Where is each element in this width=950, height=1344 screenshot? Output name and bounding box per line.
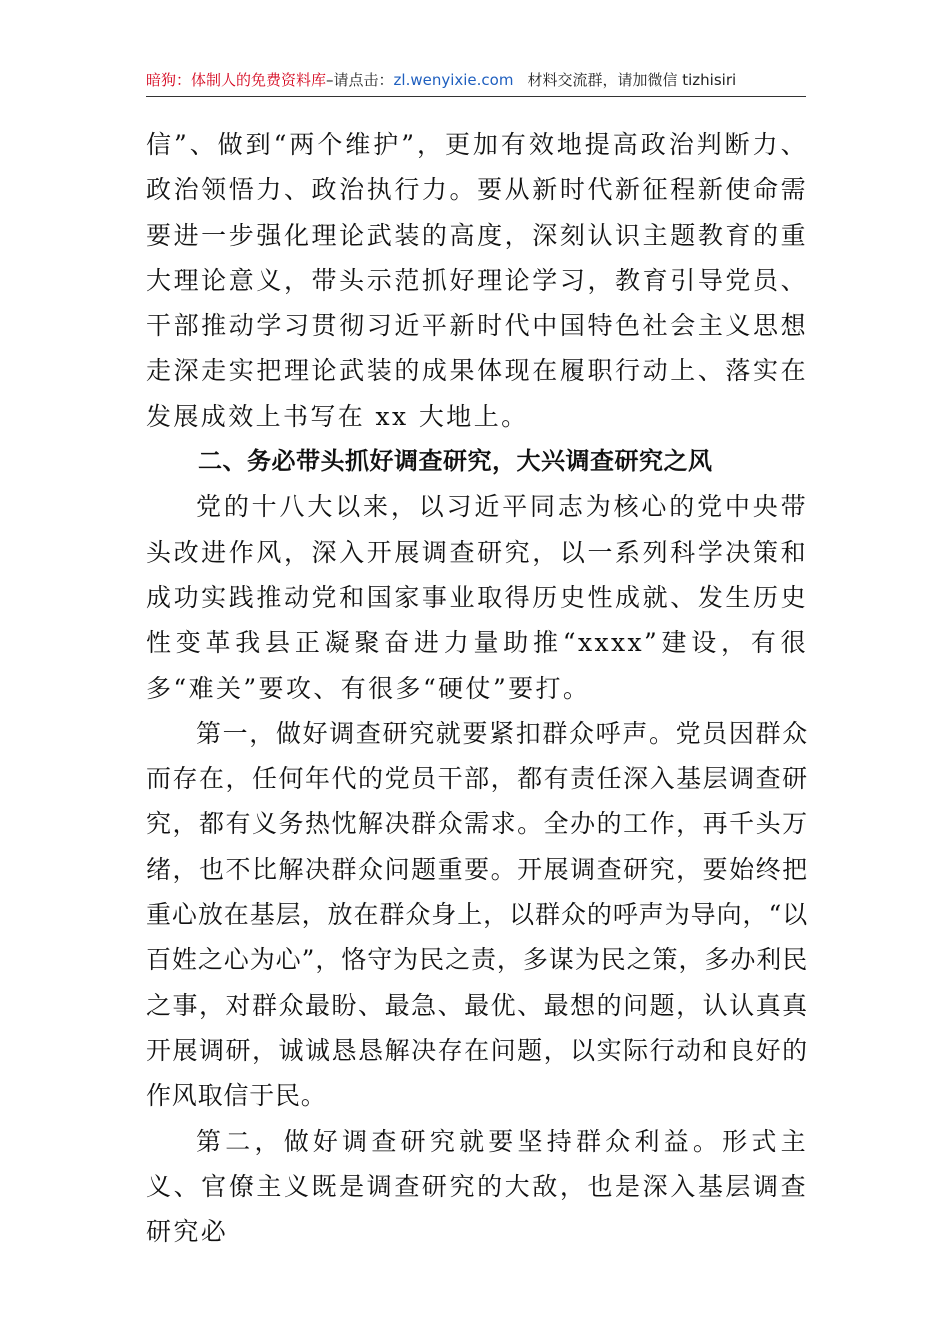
document-body: [146, 122, 808, 1254]
paragraph-2: 党的十八大以来，以习近平同志为核心的党中央带头改进作风，深入开展调查研究，以一系列科学决策和成功实践推动党和国家事业取得历史性成就、发生历史性变革我县正凝聚奋进力量助推“xxxx”建设，有很多“难关”要攻、有很多“硬仗”要打。: [146, 492, 808, 703]
header-url-link[interactable]: zl.wenyixie.com: [393, 71, 514, 89]
header-click-prompt: –请点击：: [326, 71, 394, 89]
page-header: [146, 68, 806, 97]
section-heading-2: 二、务必带头抓好调查研究，大兴调查研究之风: [198, 447, 713, 476]
paragraph-3: 第一，做好调查研究就要紧扣群众呼声。党员因群众而存在，任何年代的党员干部，都有责任深入基层调查研究，都有义务热忱解决群众需求。全办的工作，再千头万绪，也不比解决群众问题重要。开展调查研究，要始终把重心放在基层，放在群众身上，以群众的呼声为导向，“以百姓之心为心”，恪守为民之责，多谋为民之策，多办利民之事，对群众最盼、最急、最优、最想的问题，认认真真开展调研，诚诚恳恳解决存在问题，以实际行动和良好的作风取信于民。: [146, 718, 808, 1111]
header-wechat-note: 材料交流群，请加微信 tizhisiri: [527, 71, 737, 89]
paragraph-4: 第二，做好调查研究就要坚持群众利益。形式主义、官僚主义既是调查研究的大敌，也是深入基层调查研究必: [146, 1126, 808, 1247]
header-site-name: 暗狗：体制人的免费资料库: [146, 71, 327, 89]
paragraph-1: 信”、做到“两个维护”，更加有效地提高政治判断力、政治领悟力、政治执行力。要从新时代新征程新使命需要进一步强化理论武装的高度，深刻认识主题教育的重大理论意义，带头示范抓好理论学习，教育引导党员、干部推动学习贯彻习近平新时代中国特色社会主义思想走深走实把理论武装的成果体现在履职行动上、落实在发展成效上书写在 xx 大地上。: [146, 130, 808, 431]
